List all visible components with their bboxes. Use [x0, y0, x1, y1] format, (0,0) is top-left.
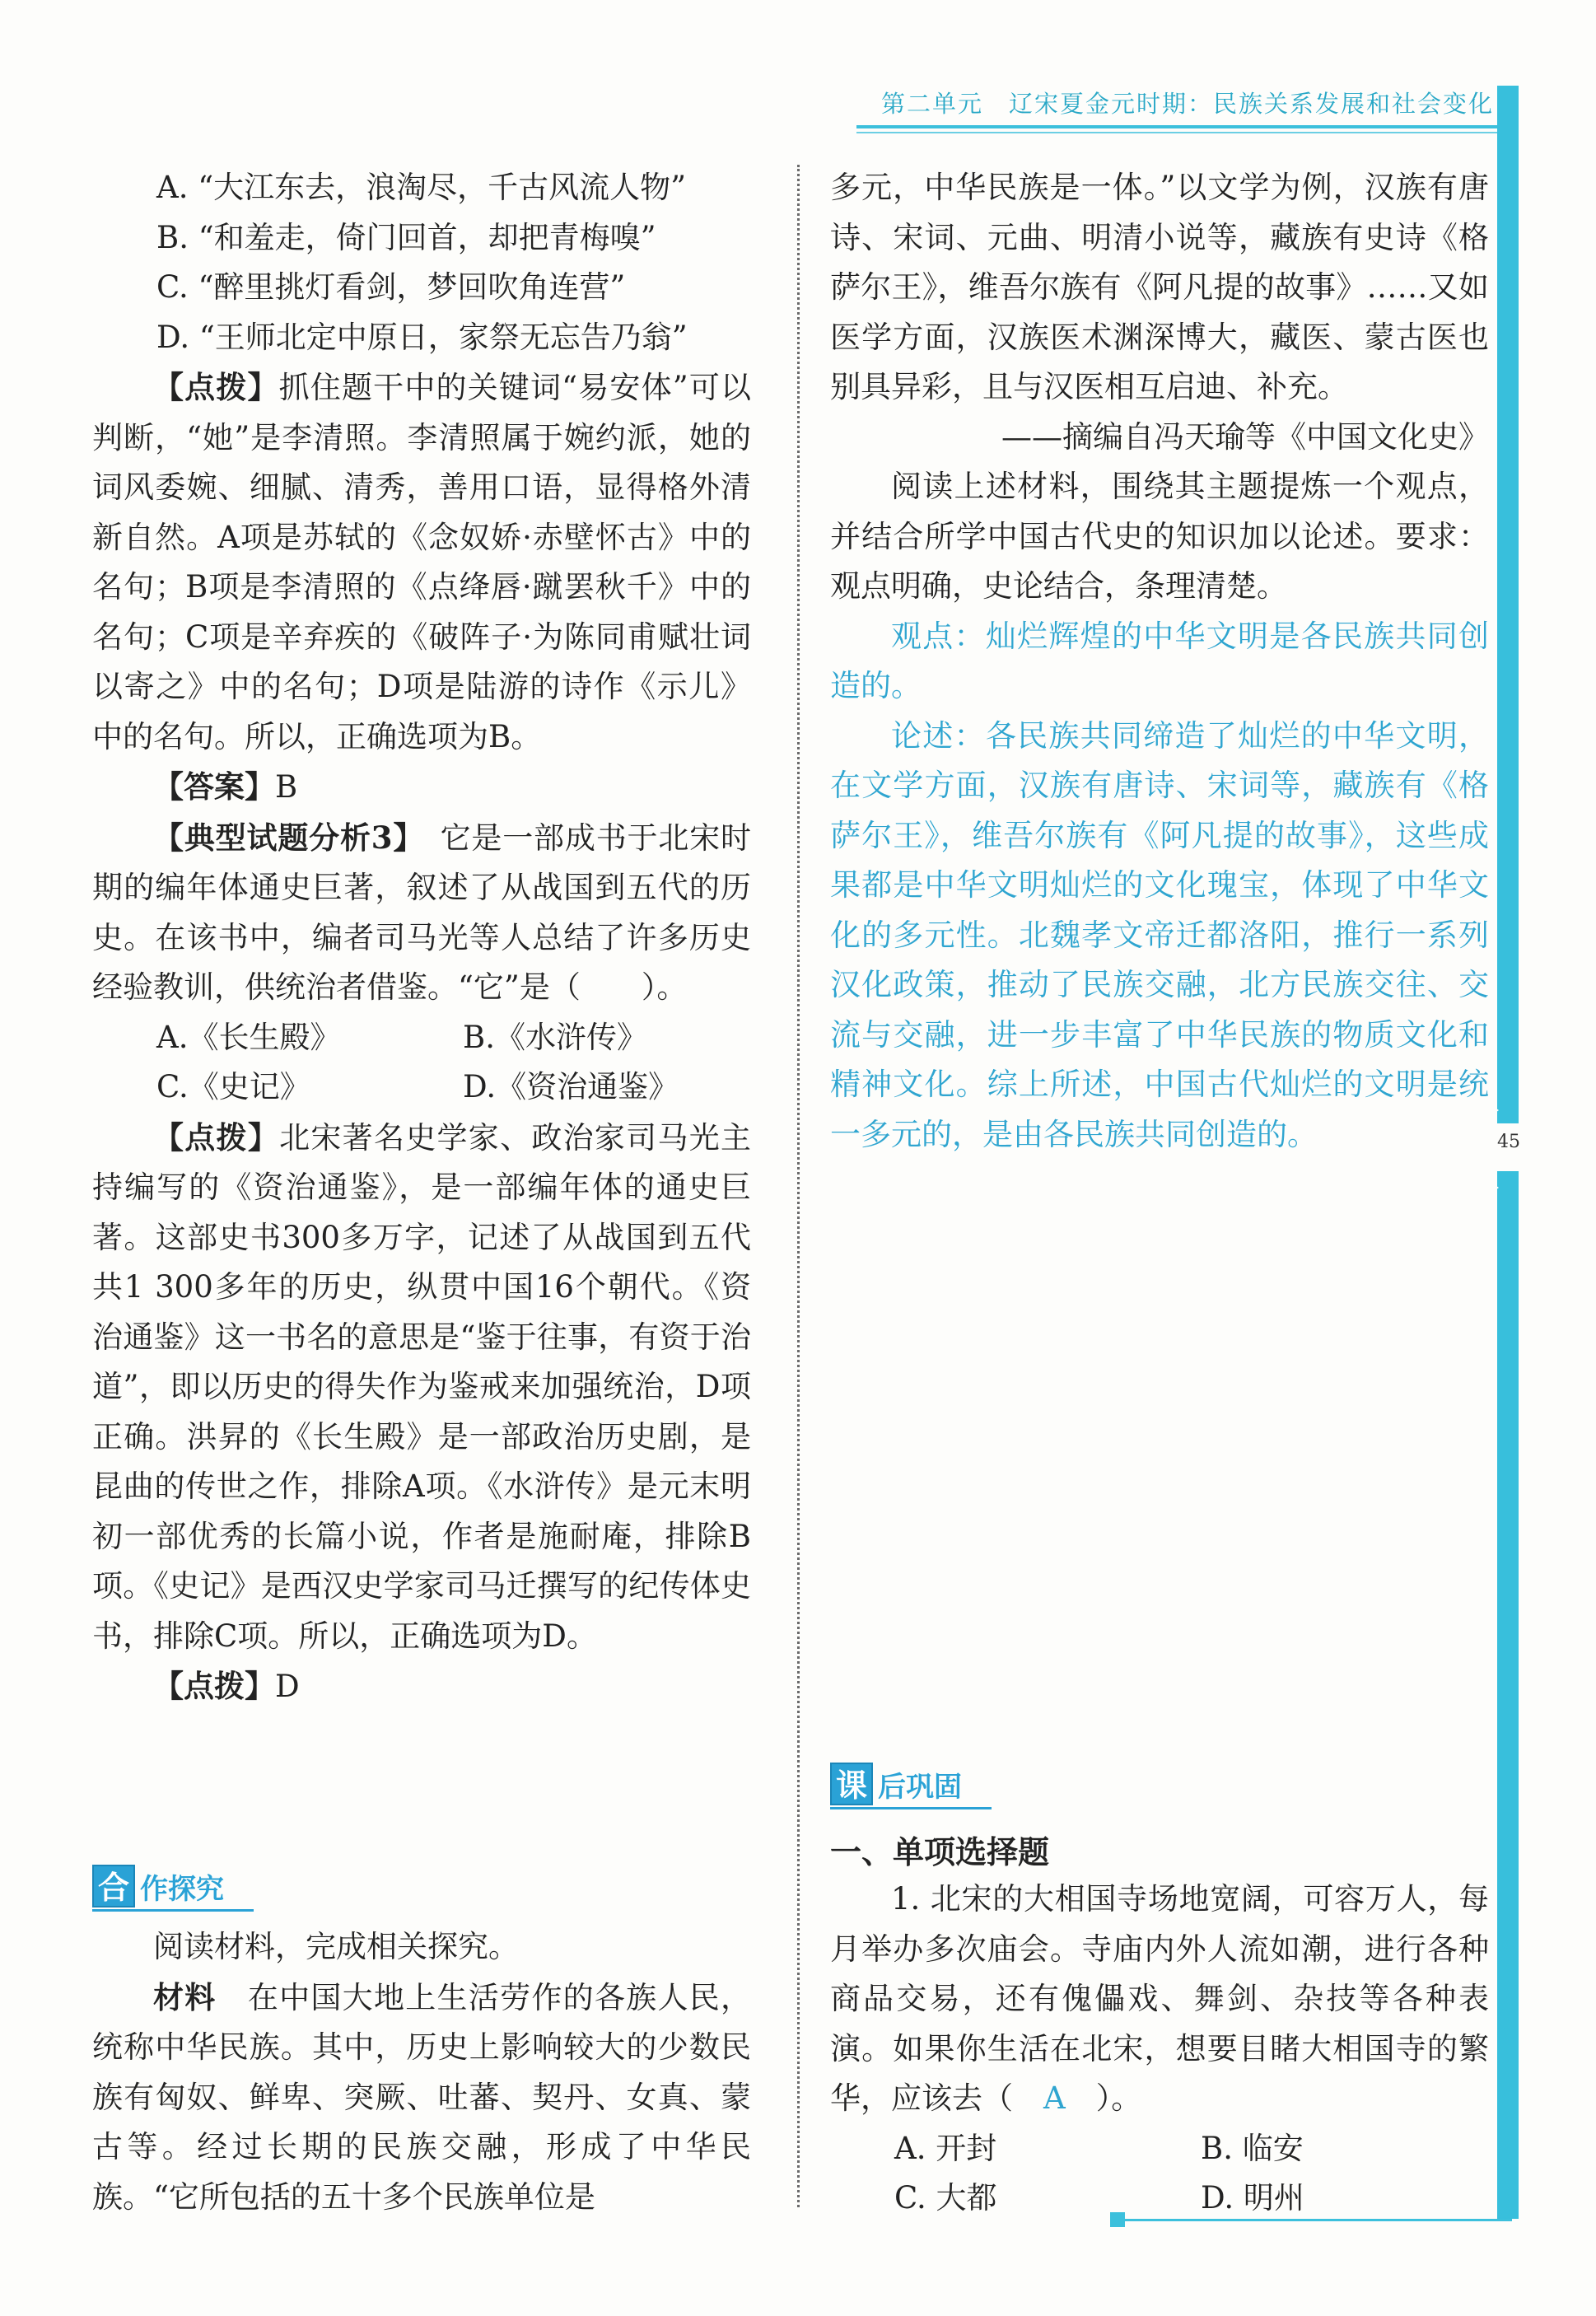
option-c: C. 大都 — [894, 2180, 997, 2216]
answer-value: B — [275, 769, 298, 805]
tip-end-paragraph — [92, 1661, 751, 1712]
option-b: B.《水浒传》 — [463, 1019, 647, 1055]
coop-intro: 阅读材料，完成相关探究。 — [153, 1929, 519, 1964]
section-title: 后巩固 — [878, 1770, 962, 1804]
section-header-cooperation — [92, 1865, 224, 1907]
left-column-bottom — [92, 1922, 751, 2222]
question-1 — [830, 1875, 1489, 2124]
right-column — [830, 163, 1489, 1160]
question-1-answer: A — [1043, 2080, 1066, 2116]
material-label: 材料 — [153, 1978, 217, 2015]
section-header-review — [830, 1763, 962, 1805]
column-divider — [797, 165, 800, 2207]
question-3 — [92, 813, 751, 1013]
material-source: ——摘编自冯天瑜等《中国文化史》 — [1001, 418, 1489, 455]
option-d: D. “王师北定中原日，家祭无忘告乃翁” — [156, 319, 688, 355]
tip-label: 【点拨】 — [153, 369, 279, 405]
header-rule — [856, 125, 1499, 128]
option-a: A. 开封 — [894, 2130, 997, 2166]
material-continued: 多元，中华民族是一体。”以文学为例，汉族有唐诗、宋词、元曲、明清小说等，藏族有史诗《格萨尔王》，维吾尔族有《阿凡提的故事》……又如医学方面，汉族医术渊深博大，藏医、蒙古医也别具异彩，且与汉医相互启迪、补充。 — [830, 170, 1489, 404]
tip-text: 北宋著名史学家、政治家司马光主持编写的《资治通鉴》，是一部编年体的通史巨著。这部史书300多万字，记述了从战国到五代共1 300多年的历史，纵贯中国16个朝代。《资治通鉴》这一书名的意思是“鉴于往事，有资于治道”，即以历史的得失作为鉴戒来加强统治，D项正确。洪昇的《长生殿》是一部政治历史剧，是昆曲的传世之作，排除A项。《水浒传》是元末明初一部优秀的长篇小说，作者是施耐庵，排除B项。《史记》是西汉史学家司马迁撰写的纪传体史书，排除C项。所以，正确选项为D。 — [92, 1119, 752, 1654]
question-3-options-row — [92, 1062, 751, 1113]
answer-label: 【答案】 — [153, 768, 275, 805]
question-3-text: 它是一部成书于北宋时期的编年体通史巨著，叙述了从战国到五代的历史。在该书中，编者司马光等人总结了许多历史经验教训，供统治者借鉴。“它”是（ ）。 — [92, 819, 752, 1005]
page-number: 45 — [1497, 1132, 1520, 1152]
right-column-bottom — [830, 1875, 1489, 2224]
answer-argument: 论述：各民族共同缔造了灿烂的中华文明，在文学方面，汉族有唐诗、宋词等，藏族有《格萨尔王》，维吾尔族有《阿凡提的故事》，这些成果都是中华文明灿烂的文化瑰宝，体现了中华文化的多元性。北魏孝文帝迁都洛阳，推行一系列汉化政策，推动了民族交融，北方民族交往、交流与交融，进一步丰富了中华民族的物质文化和精神文化。综上所述，中国古代灿烂的文明是统一多元的，是由各民族共同创造的。 — [830, 717, 1489, 1152]
header-rule-thin — [856, 132, 1507, 133]
tip-label: 【点拨】 — [153, 1668, 275, 1704]
question-3-options-row — [92, 1013, 751, 1063]
tip-text: 抓住题干中的关键词“易安体”可以判断，“她”是李清照。李清照属于婉约派，她的词风委婉、细腻、清秀，善用口语，显得格外清新自然。A项是苏轼的《念奴娇·赤壁怀古》中的名句；B项是李清照的《点绛唇·蹴罢秋千》中的名句；C项是辛弃疾的《破阵子·为陈同甫赋壮词以寄之》中的名句；D项是陆游的诗作《示儿》中的名句。所以，正确选项为B。 — [92, 370, 751, 754]
question-1-options-row — [830, 2174, 1489, 2224]
option-d: D. 明州 — [1201, 2180, 1304, 2216]
section-underline — [830, 1807, 992, 1809]
task-text: 阅读上述材料，围绕其主题提炼一个观点，并结合所学中国古代史的知识加以论述。要求：观点明确，史论结合，条理清楚。 — [830, 469, 1489, 604]
answer-viewpoint: 观点：灿烂辉煌的中华文明是各民族共同创造的。 — [830, 618, 1489, 703]
tip-paragraph — [92, 1113, 751, 1662]
band-notch — [1482, 1176, 1499, 1199]
option-d: D.《资治通鉴》 — [463, 1069, 679, 1104]
exercise-heading: 一、单项选择题 — [830, 1834, 1050, 1870]
running-header: 第二单元 辽宋夏金元时期：民族关系发展和社会变化 — [880, 90, 1494, 118]
question-1-text: 1. 北宋的大相国寺场地宽阔，可容万人，每月举办多次庙会。寺庙内外人流如潮，进行各种商品交易，还有傀儡戏、舞剑、杂技等各种表演。如果你生活在北宋，想要目睹大相国寺的繁华，应该去（ — [830, 1881, 1489, 2116]
section-badge: 课 — [830, 1763, 873, 1805]
tip-paragraph — [92, 362, 751, 762]
answer-paragraph — [92, 762, 751, 813]
option-b: B. “和羞走，倚门回首，却把青梅嗅” — [156, 219, 656, 255]
option-a: A.《长生殿》 — [156, 1019, 341, 1055]
question-1-close: ）。 — [1095, 2080, 1142, 2116]
option-c: C.《史记》 — [156, 1069, 310, 1104]
section-underline — [92, 1909, 254, 1912]
option-b: B. 临安 — [1201, 2130, 1304, 2166]
question-1-options-row — [830, 2124, 1489, 2174]
option-a: A. “大江东去，浪淘尽，千古风流人物” — [156, 170, 687, 205]
section-title: 作探究 — [140, 1872, 224, 1906]
material-text: 在中国大地上生活劳作的各族人民，统称中华民族。其中，历史上影响较大的少数民族有匈奴、鲜卑、突厥、吐蕃、契丹、女真、蒙古等。经过长期的民族交融，形成了中华民族。“它所包括的五十多个民族单位是 — [92, 1979, 752, 2215]
tip-label: 【点拨】 — [153, 1118, 280, 1156]
section-badge: 合 — [92, 1865, 135, 1907]
left-column — [92, 163, 751, 1712]
option-c: C. “醉里挑灯看剑，梦回吹角连营” — [156, 269, 626, 305]
tip-end-value: D — [275, 1669, 300, 1704]
question-3-label: 【典型试题分析3】 — [153, 819, 409, 856]
material-paragraph — [92, 1973, 751, 2223]
